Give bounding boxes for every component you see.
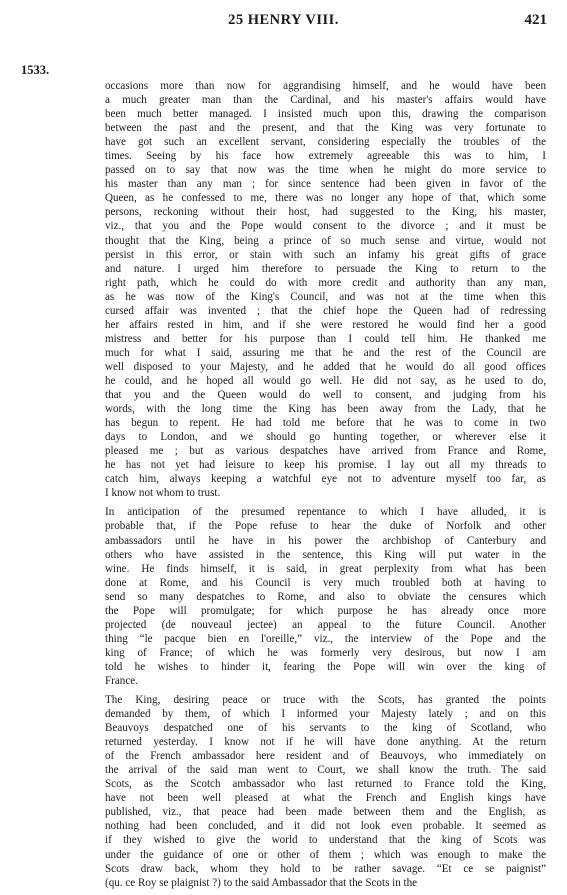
text-line: he has not yet had leisure to keep his promise. I lay out all my threads to (105, 459, 546, 472)
text-line: have got such an excellent servant, considering especially the troubles of the (105, 136, 546, 149)
text-line: The King, desiring peace or truce with the Scots, has granted the points (105, 694, 546, 707)
page-header (0, 0, 567, 40)
text-line: persist in this error, or stain with such an infamy his great gifts of grace (105, 248, 546, 261)
text-line: if they wished to give the world to understand that the king of Scots was (105, 834, 546, 847)
text-line: under the guidance of one or other of them ; which was enough to make the (105, 848, 546, 861)
text-line: projected (de nouveaul jectee) an appeal to the future Council. Another (105, 618, 546, 631)
document-body (105, 79, 546, 895)
text-line: France. (105, 674, 138, 687)
text-line: well disposed to your Majesty, and he added that he would do all good offices (105, 360, 546, 373)
text-line: Scots, as the Scotch ambassador who last returned to France told the King, (105, 778, 546, 791)
text-line: catch him, always keeping a watchful eye not to adventure myself too far, as (105, 473, 546, 486)
text-line: probable that, if the Pope refuse to hear the duke of Norfolk and other (105, 520, 546, 533)
text-line: between the past and the present, and that the King was very fortunate to (105, 122, 546, 135)
text-line: Queen, as he confessed to me, there was no longer any hope of that, which some (105, 192, 546, 205)
text-line: pleased me ; but as various despatches have arrived from France and Rome, (105, 445, 546, 458)
text-line: have not been well pleased at what the French and English kings have (105, 792, 546, 805)
text-line: viz., that you and the Pope would consent to the divorce ; and it must be (105, 220, 546, 233)
text-line: thing “le pacque bien en l'oreille,” viz., the interview of the Pope and the (105, 632, 546, 645)
text-line: has begun to repent. He had told me before that he was to come in two (105, 417, 546, 430)
paragraph (105, 693, 546, 890)
text-line: I know not whom to trust. (105, 487, 221, 500)
text-line: her affairs rested in him, and if she were restored he would find her a good (105, 318, 546, 331)
text-line: ambassadors until he have in his power the archbishop of Canterbury and (105, 534, 546, 547)
text-line: the arrival of the said man went to Court, we shall know the truth. The said (105, 764, 546, 777)
text-line: occasions more than now for aggrandising himself, and he would have been (105, 80, 546, 92)
text-line: Scots draw back, whom they hold to be rather savage. “Et ce se paignist” (105, 862, 546, 875)
text-line: Beauvoys despatched one of his servants to the king of Scotland, who (105, 722, 546, 735)
text-line: nothing had been concluded, and it did not look even probable. It seemed as (105, 820, 546, 833)
text-line: much for what I said, assuring me that he and the rest of the Council are (105, 346, 546, 359)
text-line: wine. He finds himself, it is said, in great perplexity from what has been (105, 562, 546, 575)
text-line: thought that the King, being a prince of so much sense and virtue, would not (105, 234, 546, 247)
text-line: that you and the Queen would do well to consent, and judging from his (105, 389, 546, 402)
running-title: 25 HENRY VIII. (228, 12, 339, 28)
text-line: he could, and he hoped all would go well. He did not say, as he used to do, (105, 374, 546, 387)
text-line: In anticipation of the presumed repentance to which I have alluded, it is (105, 506, 546, 519)
text-line: words, with the long time the King has been away from the Lady, that he (105, 403, 546, 416)
text-line: the Pope will promulgate; for which purpose he has already once more (105, 604, 546, 617)
text-line: king of France; of which he was formerly very desirous, but now I am (105, 646, 546, 659)
text-line: as he was now of the King's Council, and was not at the time when this (105, 290, 546, 303)
text-line: done at Rome, and his Council is very much troubled both at having to (105, 576, 546, 589)
text-line: cursed affair was invented ; that the chief hope the Queen had of redressing (105, 304, 546, 317)
text-line: (qu. ce Roy se plaignist ?) to the said Ambassador that the Scots in the (105, 876, 418, 889)
text-line: and nature. I urged him therefore to persuade the King to return to the (105, 262, 546, 275)
text-line: mistress and better for his purpose than I could tell him. He thanked me (105, 332, 546, 345)
text-line: others who have assisted in the sentence, this King will put water in the (105, 548, 546, 561)
text-line: a much greater man than the Cardinal, and his master's affairs would have (105, 94, 546, 107)
text-line: published, viz., that peace had been made between them and the English, as (105, 806, 546, 819)
text-line: days to London, and we should go hunting together, or wherever else it (105, 431, 546, 444)
text-line: returned yesterday. I know not if he will have done anything. At the return (105, 736, 546, 749)
text-line: send so many despatches to Rome, and also to obviate the censures which (105, 590, 546, 603)
text-line: passed on to say that now was the time when he might do more service to (105, 164, 546, 177)
text-line: times. Seeing by his face how extremely agreeable this was to him, I (105, 150, 546, 163)
text-line: right path, which he could do with more credit and authority than any man, (105, 276, 546, 289)
text-line: persons, reckoning without their host, had suggested to the King, his master, (105, 206, 546, 219)
text-line: his master than any man ; for since sentence had been given in favor of the (105, 178, 546, 191)
paragraph (105, 505, 546, 688)
page-number: 421 (524, 12, 547, 28)
margin-year: 1533. (21, 63, 50, 77)
text-line: told he wishes to hinder it, fearing the Pope will win over the king of (105, 660, 546, 673)
text-line: of the French ambassador here resident and of Beauvoys, who immediately on (105, 750, 546, 763)
text-line: been much better managed. I insisted much upon this, drawing the comparison (105, 108, 546, 121)
paragraph (105, 79, 546, 500)
text-line: demanded by them, of which I informed your Majesty lately ; and on this (105, 708, 546, 721)
